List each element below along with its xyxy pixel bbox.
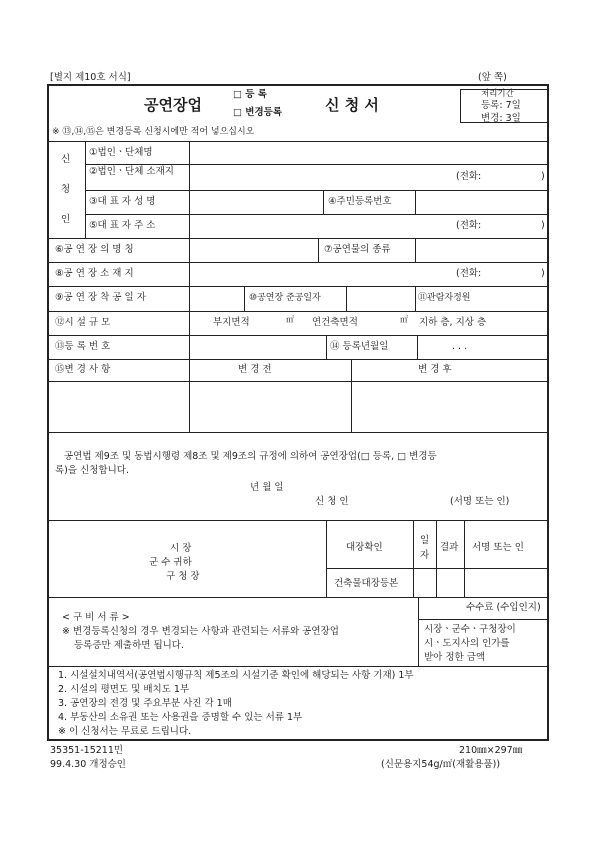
capacity-label: ⑪관람자정원 bbox=[418, 293, 471, 303]
floor-area-unit: ㎡ bbox=[400, 315, 408, 324]
processing-period-change: 변경: 3일 bbox=[481, 113, 521, 124]
documents-title: < 구 비 서 류 > bbox=[62, 612, 130, 623]
change-items-label: ⑮변 경 사 항 bbox=[55, 364, 111, 375]
form-code: 35351-15211민 bbox=[50, 745, 124, 756]
document-item-1: 1. 시설설치내역서(공연법시행규칙 제5조의 시설기준 확인에 해당되는 사항 기재) 1부 bbox=[58, 670, 414, 681]
completion-date-label: ⑩공연장 준공일자 bbox=[249, 293, 321, 303]
change-note: ※ ⑬,⑭,⑮은 변경등록 신청시에만 적어 넣으십시오 bbox=[52, 127, 255, 137]
fee-body-2: 시ㆍ도지사의 인가를 bbox=[424, 638, 510, 649]
floor-area-label: 연건축면적 bbox=[312, 317, 358, 328]
declaration-line-1: 공연법 제9조 및 동법시행령 제8조 및 제9조의 규정에 의하여 공연장업(□ 등록, □ 변경등 bbox=[64, 451, 437, 462]
facility-size-label: ⑫시 설 규 모 bbox=[55, 317, 111, 328]
processing-period-register: 등록: 7일 bbox=[481, 100, 521, 111]
venue-phone-close: ) bbox=[541, 268, 545, 279]
ledger-check-label: 대장확인 bbox=[346, 542, 383, 553]
venue-address-field[interactable] bbox=[190, 263, 548, 286]
org-address-field[interactable] bbox=[190, 165, 548, 190]
documents-note-2: 등록증만 제출하면 됩니다. bbox=[74, 640, 185, 651]
before-change-field[interactable] bbox=[190, 382, 350, 432]
org-phone-close: ) bbox=[541, 171, 545, 182]
venue-address-label: ⑧공 연 장 소 재 지 bbox=[55, 268, 134, 279]
performance-type-label: ⑦공연물의 종류 bbox=[324, 244, 391, 255]
col-sign: 서명 또는 인 bbox=[472, 542, 524, 553]
performance-type-field[interactable] bbox=[416, 239, 548, 262]
rep-phone-close: ) bbox=[541, 220, 545, 231]
form-number: [별지 제10호 서식] bbox=[50, 72, 131, 83]
document-item-2: 2. 시설의 평면도 및 배치도 1부 bbox=[58, 684, 190, 695]
capacity-field[interactable] bbox=[486, 287, 548, 311]
recipient-county: 군 수 귀하 bbox=[149, 557, 192, 568]
registration-date-label: ⑭ 등록년월일 bbox=[330, 341, 389, 352]
before-change-label: 변 경 전 bbox=[238, 364, 272, 375]
rep-address-label: ⑤대 표 자 주 소 bbox=[89, 220, 156, 231]
form-title: 공연장업 bbox=[144, 96, 202, 114]
recipient-district: 구 청 장 bbox=[166, 571, 200, 582]
org-phone-label: (전화: bbox=[456, 171, 482, 182]
rep-address-field[interactable] bbox=[190, 215, 548, 238]
col-result: 결과 bbox=[440, 542, 459, 553]
approval-date: 99.4.30 개정승인 bbox=[50, 759, 126, 770]
free-note: ※ 이 신청서는 무료로 드립니다. bbox=[58, 726, 192, 737]
signature-label: (서명 또는 인) bbox=[450, 496, 510, 507]
document-item-4: 4. 부동산의 소유권 또는 사용권을 증명할 수 있는 서류 1부 bbox=[58, 712, 303, 723]
after-change-field[interactable] bbox=[352, 382, 548, 432]
page-side: (앞 쪽) bbox=[478, 72, 507, 83]
venue-name-field[interactable] bbox=[190, 239, 317, 262]
venue-phone-label: (전화: bbox=[456, 268, 482, 279]
site-area-unit: ㎡ bbox=[286, 315, 294, 324]
change-register-checkbox[interactable]: □ 변경등록 bbox=[233, 107, 282, 118]
declaration-date: 년 월 일 bbox=[250, 482, 284, 493]
declaration-line-2: 록)을 신청합니다. bbox=[55, 465, 129, 476]
applicant-label-3: 인 bbox=[61, 214, 71, 225]
applicant-label: 신 청 인 bbox=[315, 496, 349, 507]
applicant-label-2: 청 bbox=[61, 184, 71, 195]
documents-note-1: ※ 변경등록신청의 경우 변경되는 사항과 관련되는 서류와 공연장업 bbox=[62, 626, 339, 637]
col-date-2: 자 bbox=[420, 550, 430, 561]
construction-start-field[interactable] bbox=[190, 287, 244, 311]
recipient-mayor: 시 장 bbox=[170, 543, 192, 554]
registration-date-field[interactable]: . . . bbox=[452, 341, 468, 352]
site-area-label: 부지면적 bbox=[213, 317, 250, 328]
document-item-3: 3. 공연장의 전경 및 주요부분 사진 각 1매 bbox=[58, 698, 232, 709]
paper-type: (신문용지54g/㎡(재활용품)) bbox=[381, 759, 501, 770]
rep-name-field[interactable] bbox=[190, 191, 322, 214]
org-name-field[interactable] bbox=[190, 142, 548, 164]
form-title-tail: 신 청 서 bbox=[325, 96, 379, 114]
resident-number-label: ④주민등록번호 bbox=[328, 196, 392, 207]
applicant-label-1: 신 bbox=[61, 154, 71, 165]
completion-date-field[interactable] bbox=[347, 287, 415, 311]
fee-body-1: 시장ㆍ군수ㆍ구청장이 bbox=[424, 624, 516, 635]
floors-label: 지하 층, 지상 층 bbox=[419, 317, 487, 328]
after-change-label: 변 경 후 bbox=[418, 364, 452, 375]
building-register-label: 건축물대장등본 bbox=[334, 578, 399, 589]
org-name-label: ①법인ㆍ단체명 bbox=[89, 147, 153, 158]
org-address-label: ②법인ㆍ단체 소재지 bbox=[89, 166, 174, 177]
col-date-1: 일 bbox=[420, 535, 430, 546]
rep-name-label: ③대 표 자 성 명 bbox=[89, 196, 156, 207]
fee-body-3: 받아 정한 금액 bbox=[424, 652, 486, 663]
rep-phone-label: (전화: bbox=[456, 220, 482, 231]
venue-name-label: ⑥공 연 장 의 명 칭 bbox=[55, 244, 134, 255]
resident-number-field[interactable] bbox=[416, 191, 548, 214]
construction-start-label: ⑨공 연 장 착 공 일 자 bbox=[55, 292, 146, 303]
processing-period-label: 처리기간 bbox=[481, 89, 514, 99]
registration-number-field[interactable] bbox=[190, 336, 326, 359]
fee-title: 수수료 (수입인지) bbox=[466, 602, 541, 613]
paper-size: 210㎜×297㎜ bbox=[459, 745, 523, 756]
registration-number-label: ⑬등 록 번 호 bbox=[55, 341, 111, 352]
register-checkbox[interactable]: □ 등 록 bbox=[233, 89, 267, 100]
